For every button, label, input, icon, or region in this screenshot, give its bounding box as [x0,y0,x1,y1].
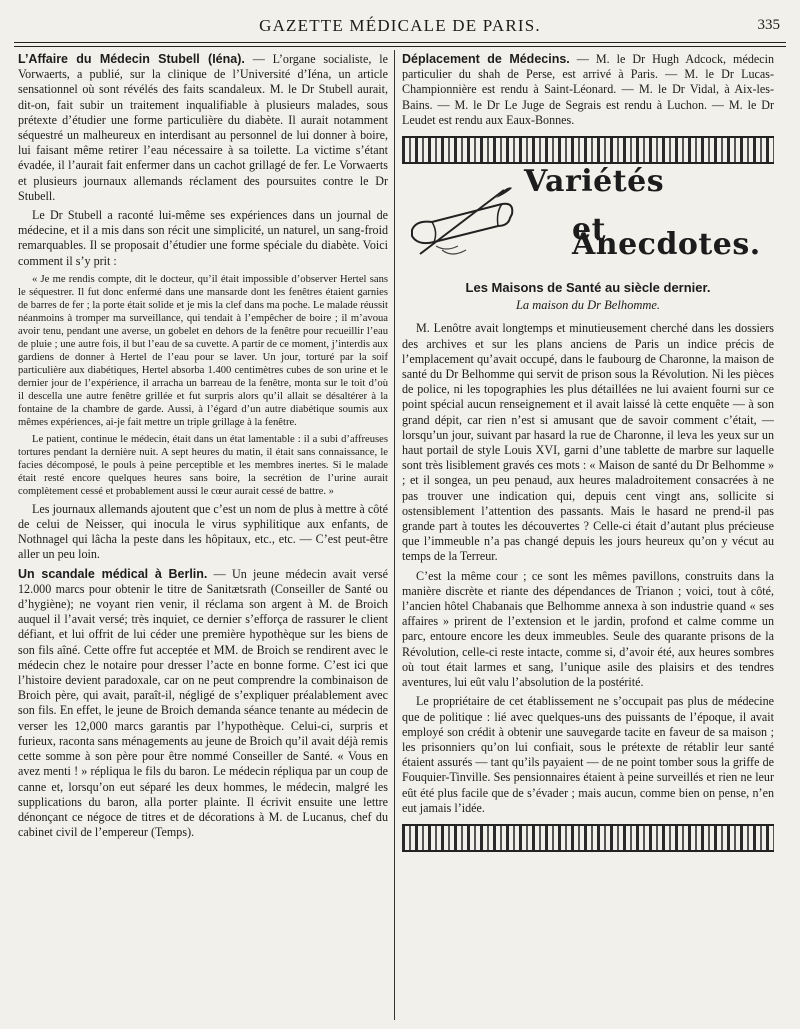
right-column [402,52,774,1020]
belhomme-paragraph-3: Le propriétaire de cet établissement ne s’occupait pas plus de médecine que de politique : lié avec quelques-uns des puissants de l’époque, il avait employé son crédit à obtenir une sauvegarde tacite en faveur de sa maison ; les prisonniers qu’on lui confiait, sous le prétexte de rétablir leur santé étaient assurés — tant qu’ils payaient — de ne point tomber sous la griffe de Fouquier-Tinville. Ses pensionnaires étaient à peine surveillés et rien ne leur eût été plus facile que de s’évader ; mais aucun, comme bien on pense, n’en eut jamais l’idée. [402,694,774,815]
quote-paragraph-1: « Je me rendis compte, dit le docteur, qu’il était impossible d’observer Hertel sans le séquestrer. Il fut donc enfermé dans une mansarde dont les fenêtres étaient garnies de barres de fer ; la porte était solide et je mis la clef dans ma poche. Le malade réussit néanmoins à tromper ma surveillance, qui tendait à l’empêcher de boire ; il m’avoua avoir tenu, pendant une averse, un gobelet en dehors de la fenêtre pour recueillir l’eau de pluie ; une autre fois, il but l’eau de sa cuvette. A partir de ce moment, j’interdis aux gardiens de donner à Hertel de l’eau pour se laver. Un jour, torturé par la soif particulière aux diabétiques, Hertel absorba 1.400 centimètres cubes de son urine et le dernier jour de l’expérience, il arracha un barreau de la fenêtre, monta sur le toit d’où il descella une autre fenêtre grillée et fut surpris alors qu’il allait se désaltérer à la fontaine de la chambre de garde. Aussi, à l’égard d’un autre diabétique soumis aux mêmes expériences, ai-je fait mettre un triple grillage à la fenêtre. [18,273,388,428]
deplacement-article [402,52,774,128]
stubell-paragraph-3: Les journaux allemands ajoutent que c’est un nom de plus à mettre à côté de celui de Neisser, qui inocula le virus syphilitique aux enfants, de Nothnagel qui lâcha la peste dans les hôpitaux, etc., etc. — C’est peut-être aller un peu loin. [18,501,388,562]
page-number: 335 [757,17,780,33]
ornamental-band-top [402,136,774,164]
belhomme-paragraph-2: C’est la même cour ; ce sont les mêmes pavillons, construits dans la manière discrète et riante des dépendances de Trianon ; voici, tout à côté, l’ancien hôtel Chabanais que Belhomme annexa à son industrie quand « ses affaires » prirent de l’extension et le jardin, profond et calme comme un parc, entoure encore les deux immeubles. Seule des quarante prisons de la Révolution, celle-ci reste intacte, comme si, d’avoir été, aux heures sombres où tout était larmes et sang, l’unique asile des plaisirs et des tendres aventures, lui eût valu l’absolution de la postérité. [402,568,774,690]
page-header [14,12,786,42]
quote-paragraph-2: Le patient, continue le médecin, était dans un état lamentable : il a subi d’affreuses tortures pendant la dernière nuit. A sept heures du matin, il était sans connaissance, le facies décomposé, le pouls à peine perceptible et les membres inertes. Si le malade était resté encore quelques heures sans boire, la secrétion de l’urine aurait complètement cessé et probablement aussi le cœur aurait cessé de battre. » [18,433,388,497]
stubell-paragraph-1: — L’organe socialiste, le Vorwaerts, a publié, sur la clinique de l’Université d’Iéna, un article sensationnel où sont révélés des faits scandaleux. M. le Dr Stubell aurait, dit-on, fait subir un traitement inqualifiable à plusieurs malades, sous prétexte d’étudier une forme particulière du diabète. Il aurait notamment séquestré un malheureux en interdisant au personnel de lui donner à boire, lui faisant même retirer l’eau nécessaire à sa toilette. La victime s’étant évadée, il l’aurait fait enfermer dans un cachot grillagé de fer. Le Vorwaerts et plusieurs journaux allemands réclament des poursuites contre le Dr Stubell. [18,52,388,203]
header-rule-bottom [14,46,786,47]
ornamental-band-bottom [402,824,774,852]
scroll-quill-icon [406,184,518,260]
deplacement-paragraph: — M. le Dr Hugh Adcock, médecin particulier du shah de Perse, est arrivé à Paris. — M. le Dr Lucas-Championnière est rendu à Saint-Léonard. — M. le Dr Vidal, à Aix-les-Bains. — M. le Dr Le Juge de Segrais est rendu à Luchon. — M. le Dr Leudet est rendu aux Eaux-Bonnes. [402,52,774,127]
running-title: GAZETTE MÉDICALE DE PARIS. [259,16,541,35]
belhomme-paragraph-1: M. Lenôtre avait longtemps et minutieusement cherché dans les dossiers des archives et sur les plans anciens de Paris un indice précis de l’emplacement qu’avait occupé, dans le faubourg de Charonne, la maison de santé du Dr Belhomme qui servit de prison sous la Révolution. Ni les pièces de police, ni les topographies les plus détaillées ne lui avaient fourni sur ce point spécial aucun renseignement et il avait laissé là cette enquête — à son grand dépit, car rien n’est si amusant que de savoir comment c’était, — lorsqu’un jour, suivant par hasard la rue de Charonne, il leva les yeux sur un haut portail de style Louis XVI, garni d’une tablette de marbre sur laquelle sont très lisiblement gravés ces mots : « Maison de santé du Dr Belhomme » ; et il songea, un peu penaud, aux heures maladroitement consacrées à ne pas trouver une indication qui, depuis cent vingt ans, sollicite si ostensiblement l’attention des passants. Mais le hasard ne prend-il pas grande part à toutes les découvertes ? Celle-ci était d’autant plus précieuse que l’immeuble n’a pas changé depuis les jours heureux qu’on y vécut au temps de la Terreur. [402,321,774,564]
varietes-banner [402,164,774,274]
berlin-article [18,567,388,841]
left-column [18,52,388,1020]
berlin-paragraph-1: — Un jeune médecin avait versé 12.000 marcs pour obtenir le titre de Sanitætsrath (Conseiller de Santé ou d’hygiène); ne voyant rien venir, il réclama son argent à M. de Broich auquel il l’avait versé; très inquiet, ce dernier s’efforça de rassurer le client défiant, et lui offrit de lui céder une première hypothèque sur les biens de son fils aîné. Cette offre fut acceptée et MM. de Broich se rendirent avec le médecin chez le notaire pour dresser l’acte en bonne forme. C’est ici que l’histoire devient paradoxale, car on ne peut comprendre la combinaison de Broich père, qui avait, paraît-il, négligé de s’expliquer préalablement avec son fils. En effet, le jeune de Broich demanda séance tenante au médecin de verser les 12,000 marcs garantis par l’hypothèque. Celui-ci, surpris et furieux, raconta sans ménagements au jeune de Broich qu’il avait déjà remis cette somme à son père pour être nommé Conseiller de Santé. « Vous en avez menti ! » répliqua le fils du baron. Le médecin répliqua par un coup de canne et, lorsqu’on eut séparé les deux hommes, le médecin, malgré les supplications du baron, alla porter plainte. Il écrivit ensuite une lettre dénonçant ce négoce de titres et de décorations à M. de Lucanus, chef du cabinet civil de l’empereur (Temps). [18,566,388,840]
stubell-article [18,52,388,204]
column-divider [394,50,395,1020]
deplacement-heading: Déplacement de Médecins. [402,52,570,66]
stubell-heading: L’Affaire du Médecin Stubell (Iéna). [18,52,245,66]
header-rule-top [14,42,786,43]
varietes-title-line-1: Variétés [524,164,665,200]
article-subtitle: La maison du Dr Belhomme. [515,298,661,313]
article-title: Les Maisons de Santé au siècle dernier. [465,280,711,296]
stubell-paragraph-2: Le Dr Stubell a raconté lui-même ses expériences dans un journal de médecine, et il a mis dans son récit une simplicité, un naturel, un sang-froid remarquables. Il se proposait d’étudier une forme spéciale du diabète. Voici comment il s’y prit : [18,208,388,268]
berlin-heading: Un scandale médical à Berlin. [18,566,208,581]
varietes-title-line-2: et Anecdotes. [572,212,761,263]
